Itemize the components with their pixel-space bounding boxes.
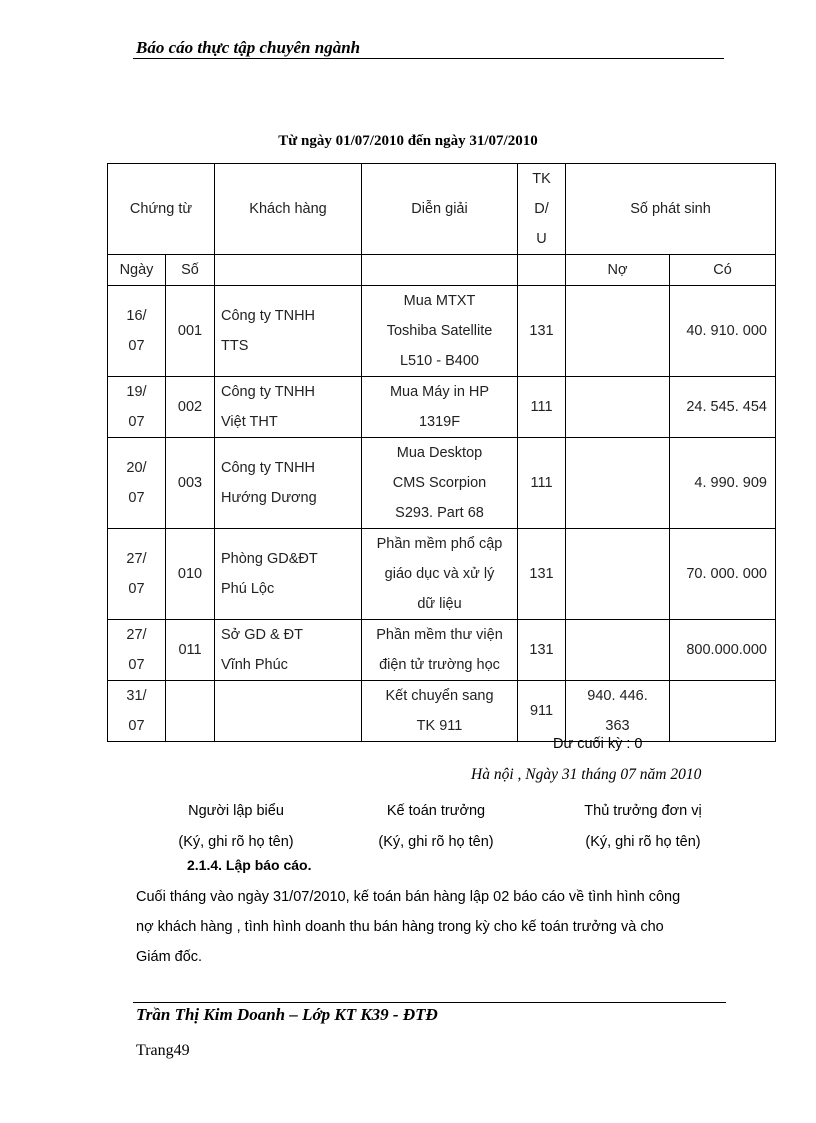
cell-credit: 4. 990. 909 xyxy=(670,438,776,529)
cell-account: 111 xyxy=(518,438,566,529)
cell-date-line: 07 xyxy=(128,657,145,673)
table-subheader-row xyxy=(108,255,776,286)
header-debit: Nợ xyxy=(566,255,670,286)
cell-description-line: 1319F xyxy=(418,414,461,430)
cell-credit: 24. 545. 454 xyxy=(670,377,776,438)
header-number: Số xyxy=(166,255,215,286)
cell-date-line: 31/ xyxy=(126,688,147,704)
signature-director xyxy=(543,796,743,858)
footer-author: Trần Thị Kim Doanh – Lớp KT K39 - ĐTĐ xyxy=(136,1005,438,1024)
header-account-line: U xyxy=(536,231,547,247)
cell-debit xyxy=(566,438,670,529)
cell-date-line: 27/ xyxy=(126,551,147,567)
cell-description xyxy=(362,438,518,529)
header-account-line: D/ xyxy=(534,201,549,217)
cell-debit xyxy=(566,286,670,377)
header-date: Ngày xyxy=(108,255,166,286)
header-blank xyxy=(215,255,362,286)
cell-customer-line: Sở GD & ĐT xyxy=(221,627,304,643)
place-date: Hà nội , Ngày 31 tháng 07 năm 2010 xyxy=(471,766,702,783)
section-paragraph xyxy=(136,882,746,972)
signature-note: (Ký, ghi rõ họ tên) xyxy=(178,834,294,850)
cell-customer-line: Phú Lộc xyxy=(221,581,275,597)
cell-number xyxy=(166,681,215,742)
cell-description-line: Phần mềm phổ cập xyxy=(376,536,503,552)
table-row xyxy=(108,286,776,377)
cell-date xyxy=(108,377,166,438)
header-amount: Số phát sinh xyxy=(566,164,776,255)
page-number: Trang49 xyxy=(136,1042,190,1059)
cell-customer xyxy=(215,529,362,620)
cell-customer-line: Vĩnh Phúc xyxy=(221,657,288,673)
signature-chief-accountant xyxy=(336,796,536,858)
cell-debit-line: 363 xyxy=(605,718,630,734)
cell-customer-line: Việt THT xyxy=(221,414,278,430)
cell-debit xyxy=(566,529,670,620)
table-row xyxy=(108,529,776,620)
header-credit: Có xyxy=(670,255,776,286)
cell-date-line: 07 xyxy=(128,414,145,430)
cell-description-line: Mua Desktop xyxy=(396,445,483,461)
cell-number: 003 xyxy=(166,438,215,529)
footer-rule xyxy=(133,1002,726,1003)
signature-role: Thủ trưởng đơn vị xyxy=(584,803,702,819)
cell-customer xyxy=(215,620,362,681)
header-blank xyxy=(362,255,518,286)
cell-customer xyxy=(215,681,362,742)
header-voucher: Chứng từ xyxy=(108,164,215,255)
cell-date-line: 07 xyxy=(128,581,145,597)
cell-date-line: 07 xyxy=(128,718,145,734)
cell-number: 002 xyxy=(166,377,215,438)
cell-debit xyxy=(566,620,670,681)
closing-balance: Dư cuối kỳ : 0 xyxy=(553,736,643,752)
cell-debit-line: 940. 446. xyxy=(587,688,648,704)
cell-description-line: Kết chuyển sang xyxy=(385,688,494,704)
signature-note: (Ký, ghi rõ họ tên) xyxy=(585,834,701,850)
cell-number: 010 xyxy=(166,529,215,620)
header-rule xyxy=(133,58,724,59)
cell-date xyxy=(108,681,166,742)
cell-date-line: 16/ xyxy=(126,308,147,324)
cell-credit: 70. 000. 000 xyxy=(670,529,776,620)
cell-account: 131 xyxy=(518,286,566,377)
cell-description xyxy=(362,681,518,742)
header-account-line: TK xyxy=(532,171,551,187)
cell-customer-line: TTS xyxy=(221,338,249,354)
ledger-table xyxy=(107,163,776,742)
cell-number: 001 xyxy=(166,286,215,377)
cell-date-line: 07 xyxy=(128,338,145,354)
table-row xyxy=(108,377,776,438)
signature-role: Người lập biểu xyxy=(188,803,284,819)
cell-date xyxy=(108,529,166,620)
paragraph-line: Giám đốc. xyxy=(136,949,203,965)
cell-description-line: dữ liệu xyxy=(417,596,462,612)
cell-description-line: Mua Máy in HP xyxy=(389,384,490,400)
cell-date-line: 19/ xyxy=(126,384,147,400)
cell-date xyxy=(108,286,166,377)
paragraph-line: Cuối tháng vào ngày 31/07/2010, kế toán bán hàng lập 02 báo cáo về tình hình công xyxy=(136,889,681,905)
cell-date-line: 27/ xyxy=(126,627,147,643)
header-blank xyxy=(518,255,566,286)
cell-date-line: 07 xyxy=(128,490,145,506)
cell-description-line: L510 - B400 xyxy=(399,353,479,369)
cell-customer-line: Công ty TNHH xyxy=(221,384,316,400)
cell-customer xyxy=(215,377,362,438)
signature-preparer xyxy=(136,796,336,858)
table-row xyxy=(108,438,776,529)
cell-customer-line: Hướng Dương xyxy=(221,490,317,506)
cell-description-line: giáo dục và xử lý xyxy=(384,566,495,582)
cell-description-line: Toshiba Satellite xyxy=(386,323,493,339)
paragraph-line: nợ khách hàng , tình hình doanh thu bán hàng trong kỳ cho kế toán trưởng và cho xyxy=(136,919,664,935)
header-account xyxy=(518,164,566,255)
cell-customer-line: Phòng GD&ĐT xyxy=(221,551,318,567)
cell-account: 911 xyxy=(518,681,566,742)
cell-date xyxy=(108,620,166,681)
section-heading: 2.1.4. Lập báo cáo. xyxy=(187,857,312,873)
cell-customer xyxy=(215,438,362,529)
cell-description-line: Phần mềm thư viện xyxy=(376,627,503,643)
cell-description xyxy=(362,377,518,438)
header-description: Diễn giải xyxy=(362,164,518,255)
cell-account: 131 xyxy=(518,529,566,620)
cell-description xyxy=(362,529,518,620)
cell-account: 131 xyxy=(518,620,566,681)
cell-description-line: S293. Part 68 xyxy=(395,505,484,521)
cell-description-line: điện tử trường học xyxy=(379,657,500,673)
cell-description xyxy=(362,286,518,377)
cell-debit xyxy=(566,377,670,438)
cell-account: 111 xyxy=(518,377,566,438)
document-header-title: Báo cáo thực tập chuyên ngành xyxy=(136,38,361,57)
cell-credit: 800.000.000 xyxy=(670,620,776,681)
cell-description xyxy=(362,620,518,681)
table-header-row xyxy=(108,164,776,255)
cell-number: 011 xyxy=(166,620,215,681)
cell-debit xyxy=(566,681,670,742)
table-row xyxy=(108,620,776,681)
cell-customer xyxy=(215,286,362,377)
cell-description-line: TK 911 xyxy=(416,718,463,734)
table-row xyxy=(108,681,776,742)
signature-note: (Ký, ghi rõ họ tên) xyxy=(378,834,494,850)
cell-credit xyxy=(670,681,776,742)
cell-description-line: Mua MTXT xyxy=(403,293,476,309)
report-period: Từ ngày 01/07/2010 đến ngày 31/07/2010 xyxy=(278,133,538,149)
cell-date-line: 20/ xyxy=(126,460,147,476)
cell-description-line: CMS Scorpion xyxy=(392,475,487,491)
cell-customer-line: Công ty TNHH xyxy=(221,460,316,476)
cell-customer-line: Công ty TNHH xyxy=(221,308,316,324)
header-customer: Khách hàng xyxy=(215,164,362,255)
cell-date xyxy=(108,438,166,529)
cell-credit: 40. 910. 000 xyxy=(670,286,776,377)
signature-role: Kế toán trưởng xyxy=(386,803,486,819)
